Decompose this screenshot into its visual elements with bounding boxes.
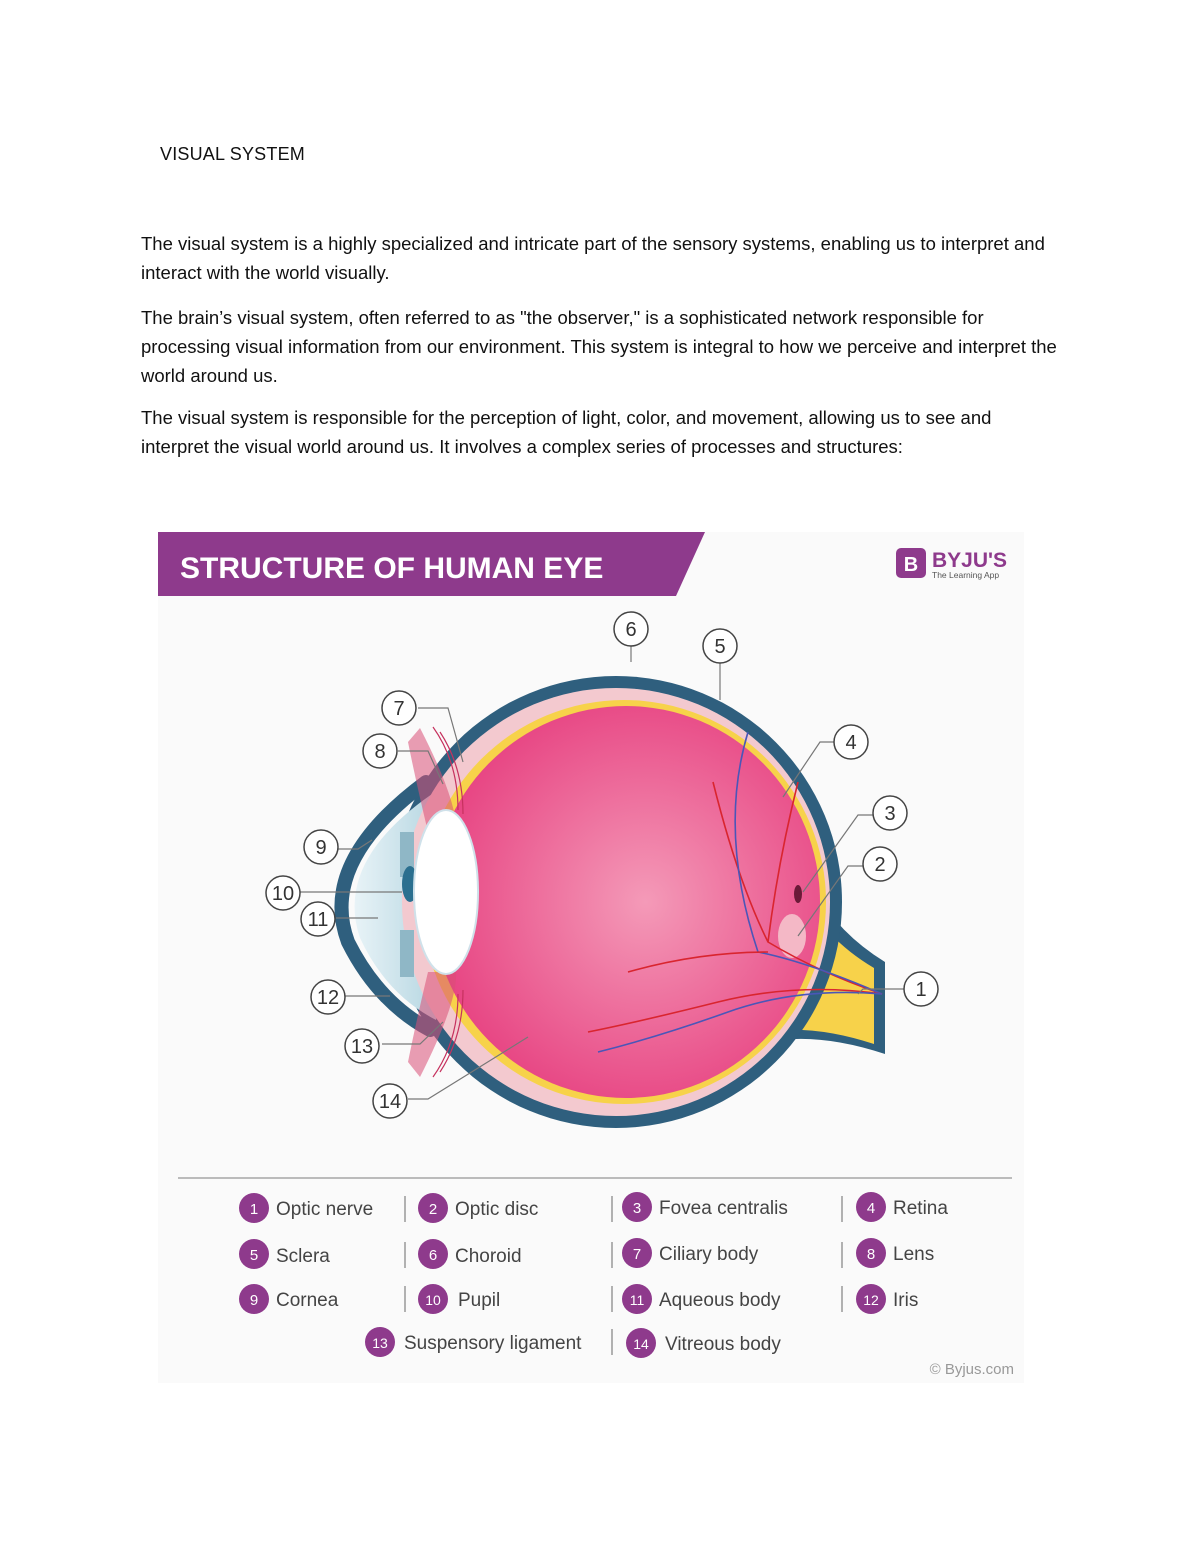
copyright-text: © Byjus.com	[929, 1361, 1014, 1378]
svg-text:Retina: Retina	[893, 1198, 948, 1219]
brand-logo-letter: B	[903, 554, 919, 576]
svg-text:3: 3	[884, 803, 896, 825]
svg-text:6: 6	[625, 619, 637, 641]
svg-text:7: 7	[393, 698, 405, 720]
svg-text:Cornea: Cornea	[276, 1290, 339, 1311]
fovea-shape	[794, 885, 802, 903]
svg-text:7: 7	[632, 1246, 642, 1263]
callout-5	[703, 629, 737, 663]
brand-name: BYJU'S	[932, 549, 1008, 572]
callout-6	[614, 612, 648, 646]
brand-tagline: The Learning App	[932, 570, 1000, 580]
svg-text:Fovea centralis: Fovea centralis	[659, 1198, 788, 1219]
svg-text:Lens: Lens	[893, 1244, 935, 1265]
callout-9	[304, 830, 338, 864]
callout-2	[863, 847, 897, 881]
svg-text:10: 10	[425, 1292, 441, 1308]
observer-paragraph: The brain’s visual system, often referred to as "the observer," is a sophisticated network responsible for processing visual information from our environment. This system is integral to how we perceive and interpret the world around us.	[141, 307, 1057, 386]
document-title: VISUAL SYSTEM	[160, 144, 305, 164]
callout-3	[873, 796, 907, 830]
callout-4	[834, 725, 868, 759]
svg-text:8: 8	[374, 741, 386, 763]
svg-text:3: 3	[632, 1200, 642, 1217]
callout-1	[904, 972, 938, 1006]
svg-text:Aqueous body: Aqueous body	[659, 1290, 781, 1311]
callout-7	[382, 691, 416, 725]
callout-13	[345, 1029, 379, 1063]
svg-text:13: 13	[372, 1335, 388, 1351]
svg-text:8: 8	[866, 1246, 876, 1263]
vitreous-body-shape	[432, 706, 820, 1098]
callout-11	[301, 902, 335, 936]
svg-text:6: 6	[428, 1247, 438, 1264]
svg-text:5: 5	[714, 636, 726, 658]
perception-paragraph: The visual system is responsible for the perception of light, color, and movement, allowing us to see and interpret the visual world around us. It involves a complex series of processes and structures:	[141, 407, 992, 457]
svg-text:1: 1	[249, 1201, 259, 1218]
svg-text:10: 10	[271, 883, 295, 905]
eye-diagram-svg	[158, 532, 1024, 1383]
svg-text:Iris: Iris	[893, 1290, 919, 1311]
svg-text:11: 11	[307, 909, 329, 931]
svg-text:Choroid: Choroid	[455, 1246, 522, 1267]
svg-text:Optic nerve: Optic nerve	[276, 1199, 374, 1220]
svg-text:Vitreous body: Vitreous body	[665, 1334, 781, 1355]
svg-text:2: 2	[428, 1201, 438, 1218]
svg-text:13: 13	[350, 1036, 374, 1058]
svg-text:14: 14	[378, 1091, 402, 1113]
callout-8	[363, 734, 397, 768]
svg-text:4: 4	[866, 1200, 876, 1217]
banner-title: STRUCTURE OF HUMAN EYE	[180, 552, 604, 585]
svg-text:9: 9	[315, 837, 327, 859]
svg-text:2: 2	[874, 854, 886, 876]
svg-text:Ciliary body: Ciliary body	[659, 1244, 759, 1265]
svg-text:4: 4	[845, 732, 857, 754]
callout-10	[266, 876, 300, 910]
svg-text:1: 1	[915, 979, 927, 1001]
svg-text:12: 12	[863, 1292, 879, 1308]
brand-logo	[896, 548, 1007, 580]
svg-text:Pupil: Pupil	[458, 1290, 501, 1311]
callout-14	[373, 1084, 407, 1118]
svg-text:9: 9	[249, 1292, 259, 1309]
callout-12	[311, 980, 345, 1014]
svg-text:12: 12	[316, 987, 340, 1009]
optic-disc-shape	[778, 914, 806, 958]
svg-text:Optic disc: Optic disc	[455, 1199, 539, 1220]
intro-paragraph: The visual system is a highly specialized and intricate part of the sensory systems, enabling us to interpret and interact with the world visually.	[141, 233, 1045, 283]
human-eye-diagram	[158, 532, 1024, 1383]
svg-text:Suspensory ligament: Suspensory ligament	[404, 1333, 582, 1354]
figure-banner	[158, 532, 705, 596]
svg-text:5: 5	[249, 1247, 259, 1264]
svg-text:11: 11	[629, 1292, 645, 1308]
iris-lower-shape	[400, 930, 414, 977]
svg-text:Sclera: Sclera	[276, 1246, 330, 1267]
svg-text:14: 14	[633, 1336, 649, 1352]
lens-shape	[414, 810, 478, 974]
